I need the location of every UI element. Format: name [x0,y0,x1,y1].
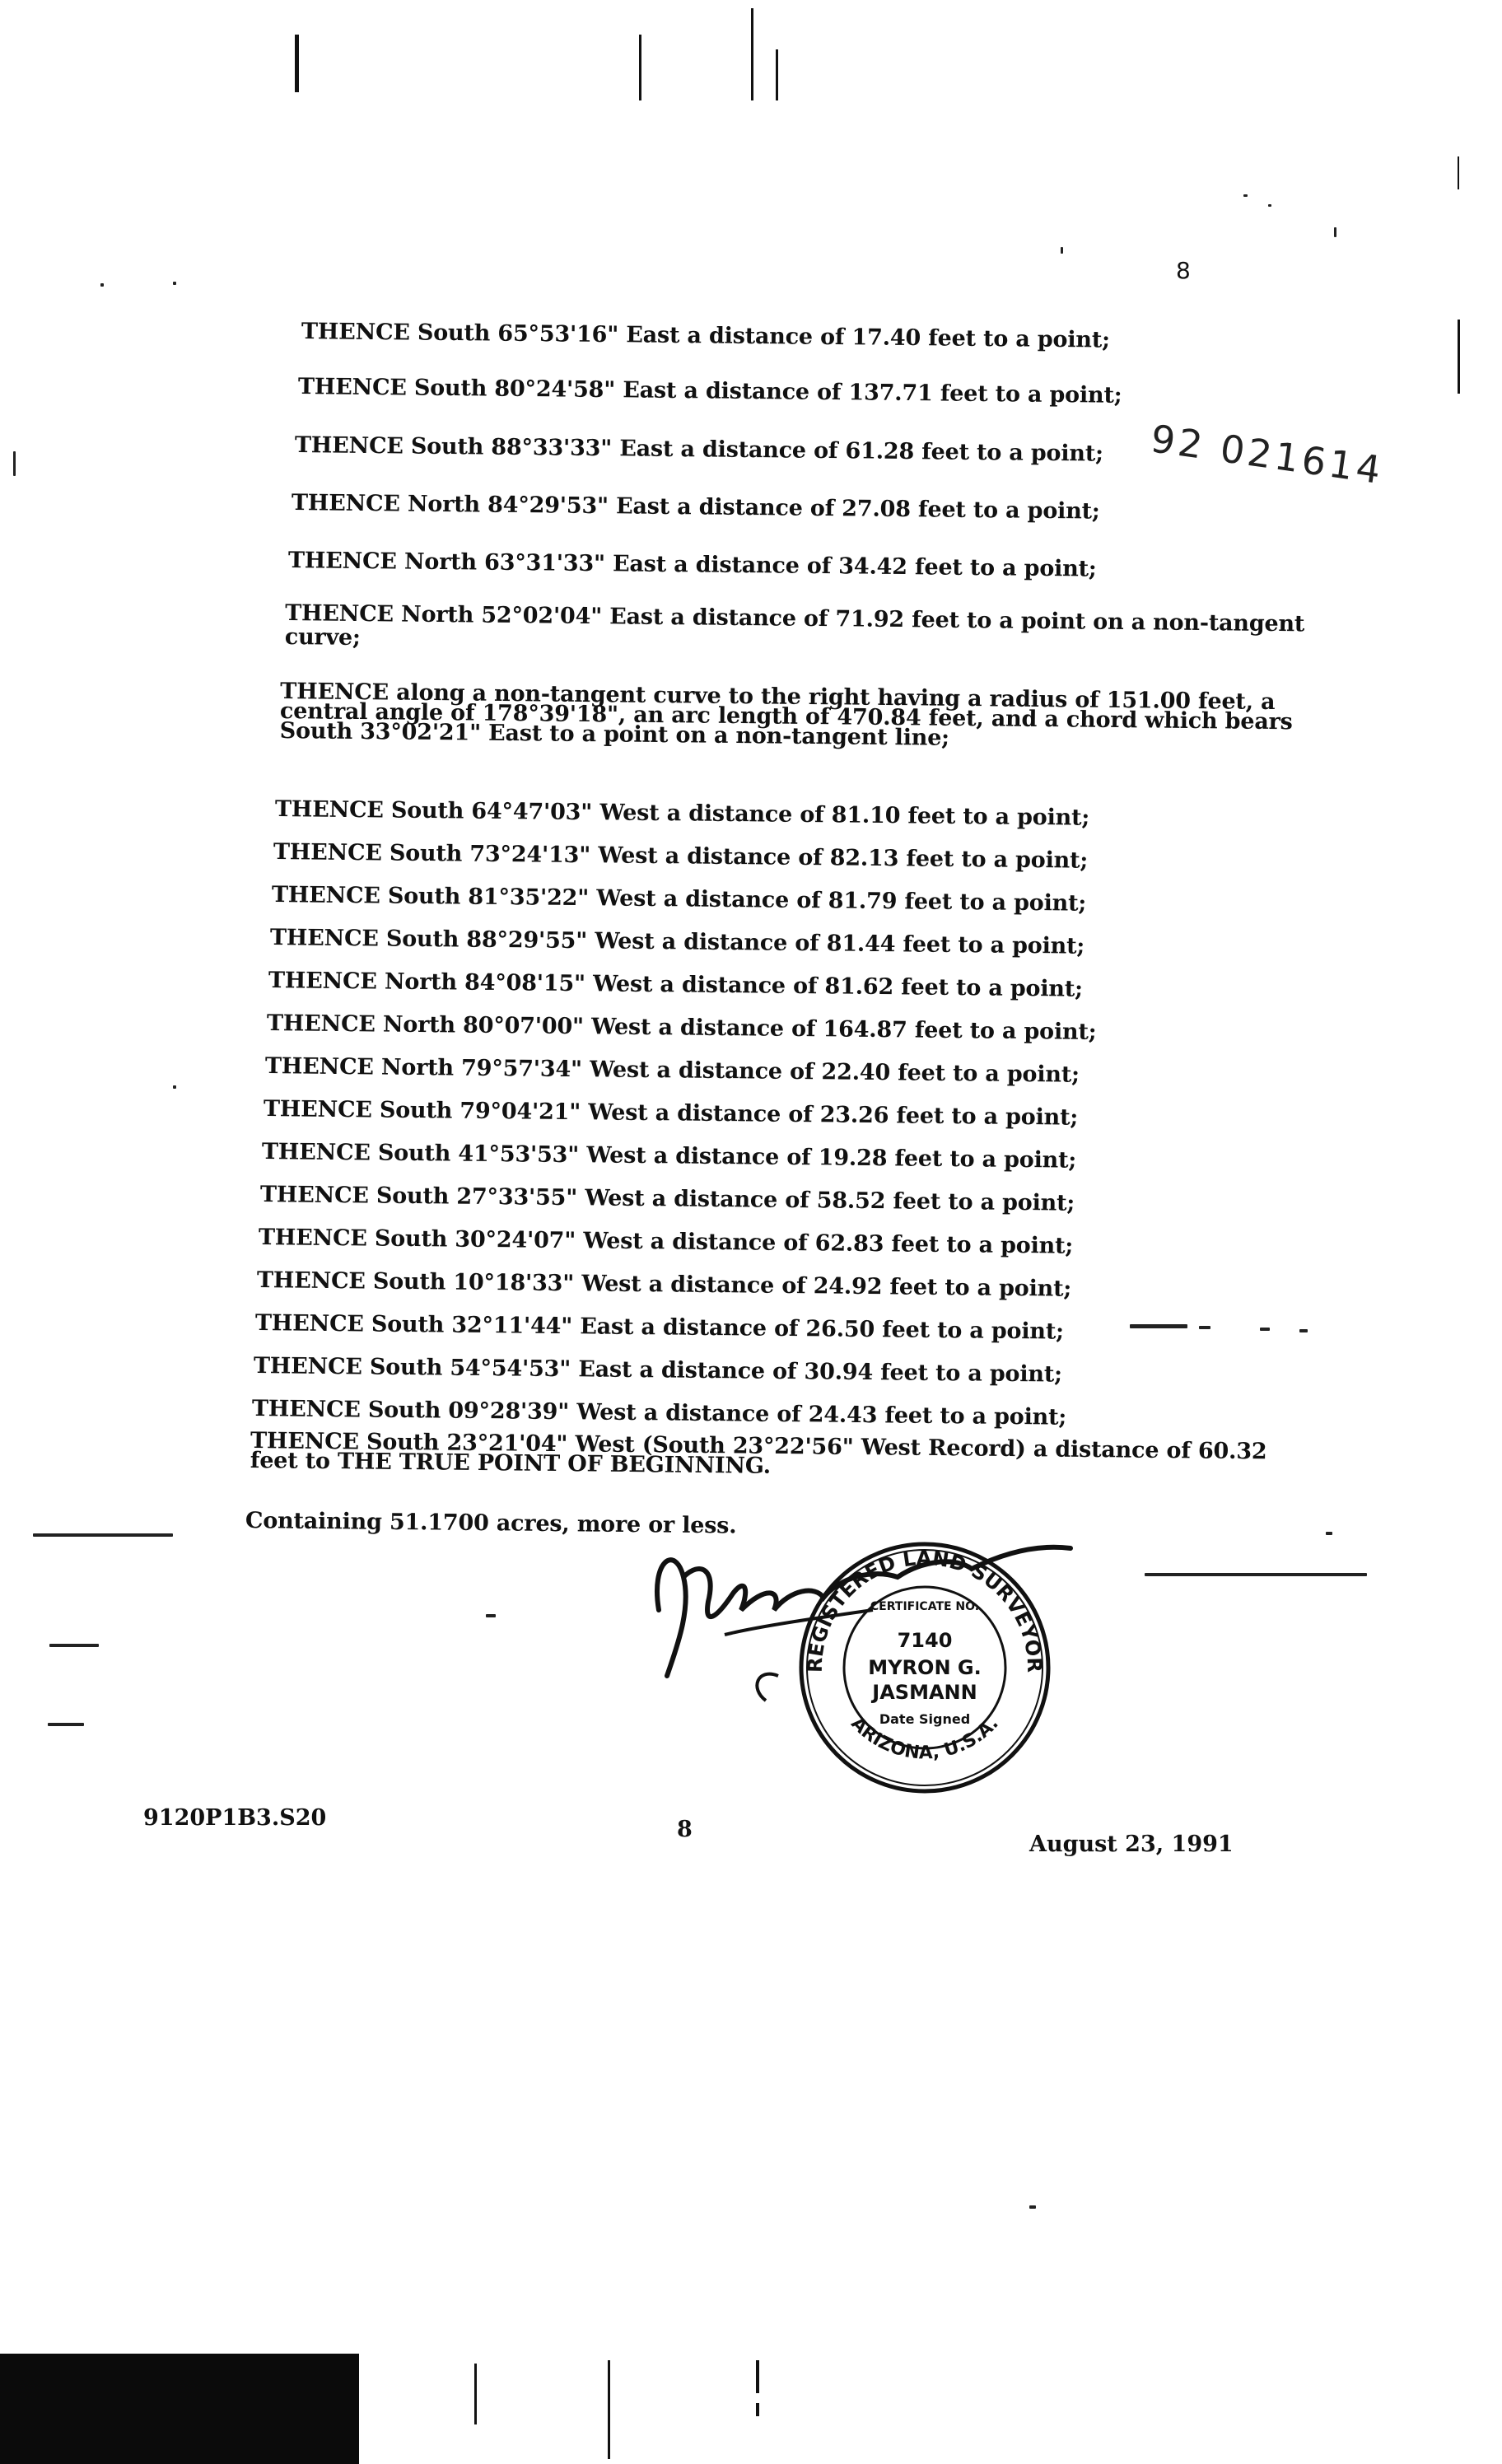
course-line: THENCE South 10°18'33" West a distance of 24.92 feet to a point; [256,1267,1072,1302]
scan-speckle [173,282,176,285]
course-line: THENCE South 80°24'58" East a distance of 137.71 feet to a point; [297,374,1122,408]
scan-artifact-bar [756,2360,759,2393]
scan-artifact-bar [1458,320,1460,394]
course-line: THENCE South 41°53'53" West a distance of 19.28 feet to a point; [261,1139,1077,1174]
course-line: THENCE South 32°11'44" East a distance of 26.50 feet to a point; [254,1310,1065,1345]
acreage-statement: Containing 51.1700 acres, more or less. [245,1508,737,1539]
scan-speckle [1061,247,1063,254]
scan-speckle [48,1723,84,1726]
scan-artifact-bar [776,49,778,100]
seal-date-signed: Date Signed [879,1711,971,1727]
scan-speckle [1243,194,1248,197]
course-line: THENCE South 27°33'55" West a distance of 58.52 feet to a point; [259,1182,1075,1216]
seal-number: 7140 [897,1629,953,1652]
recording-number: 92 021614 [1148,416,1387,493]
course-line: THENCE along a non-tangent curve to the right having a radius of 151.00 feet, a central angle of 178°39'18", an arc length of 470.84 feet, and a chord which bears South 33°02'21" East to a point on a non-tangent line; [279,679,1293,751]
course-line: THENCE South 09°28'39" West a distance of 24.43 feet to a point; [251,1396,1067,1430]
surveyor-seal [789,1528,1061,1799]
corner-mark: 8 [1176,257,1191,284]
course-line: THENCE North 79°57'34" West a distance of 22.40 feet to a point; [264,1053,1080,1088]
file-code: 9120P1B3.S20 [143,1805,327,1831]
scan-speckle [49,1644,99,1647]
course-line: THENCE South 73°24'13" West a distance of 82.13 feet to a point; [273,839,1089,874]
course-line: THENCE North 80°07'00" West a distance of 164.87 feet to a point; [266,1010,1097,1045]
scan-artifact-bar [639,35,641,100]
scan-speckle [13,451,16,476]
course-line: THENCE South 88°29'55" West a distance of 81.44 feet to a point; [269,925,1085,959]
scan-artifact-bar [1458,156,1459,189]
scan-speckle [486,1614,496,1617]
seal-name-line1: MYRON G. [868,1656,982,1679]
seal-certificate-label: CERTIFICATE NO. [870,1600,980,1613]
scan-speckle [33,1533,173,1537]
scan-speckle [1334,227,1336,237]
scan-artifact-block [0,2354,359,2464]
scan-speckle [1029,2205,1036,2209]
course-line: THENCE North 84°08'15" West a distance of 81.62 feet to a point; [268,968,1084,1002]
course-line: THENCE South 79°04'21" West a distance of 23.26 feet to a point; [263,1096,1079,1131]
course-line: THENCE South 30°24'07" West a distance of 62.83 feet to a point; [258,1225,1074,1259]
scan-speckle [173,1085,176,1089]
scan-artifact-bar [295,35,299,92]
page-number: 8 [677,1817,693,1842]
course-line: THENCE North 84°29'53" East a distance of 27.08 feet to a point; [291,490,1100,525]
document-date: August 23, 1991 [1029,1832,1234,1857]
course-line: THENCE South 88°33'33" East a distance of 61.28 feet to a point; [294,432,1104,467]
scan-artifact-bar [474,2364,477,2424]
course-line: THENCE South 54°54'53" East a distance of 30.94 feet to a point; [253,1353,1063,1388]
course-line: THENCE North 52°02'04" East a distance of 71.92 feet to a point on a non-tangent curve; [284,600,1305,651]
scan-speckle [1268,204,1271,207]
course-line: THENCE South 64°47'03" West a distance of 81.10 feet to a point; [274,796,1090,831]
scan-artifact-bar [751,8,753,100]
course-line: THENCE North 63°31'33" East a distance of 34.42 feet to a point; [287,548,1097,582]
scan-artifact-bar [608,2360,610,2459]
course-line: THENCE South 23°21'04" West (South 23°22'56" West Record) a distance of 60.32 feet to THE TRUE POINT OF BEGINNING. [250,1428,1267,1479]
scan-speckle [1145,1573,1367,1576]
seal-name-line2: JASMANN [872,1681,977,1704]
seal-state: ARIZONA, U.S.A. [847,1713,1003,1764]
seal-outer-text: REGISTERED LAND SURVEYOR [803,1546,1047,1673]
scan-artifact-bar [756,2403,759,2416]
course-line: THENCE South 65°53'16" East a distance of 17.40 feet to a point; [301,319,1111,353]
course-line: THENCE South 81°35'22" West a distance of 81.79 feet to a point; [271,882,1087,917]
scan-speckle [100,283,104,287]
